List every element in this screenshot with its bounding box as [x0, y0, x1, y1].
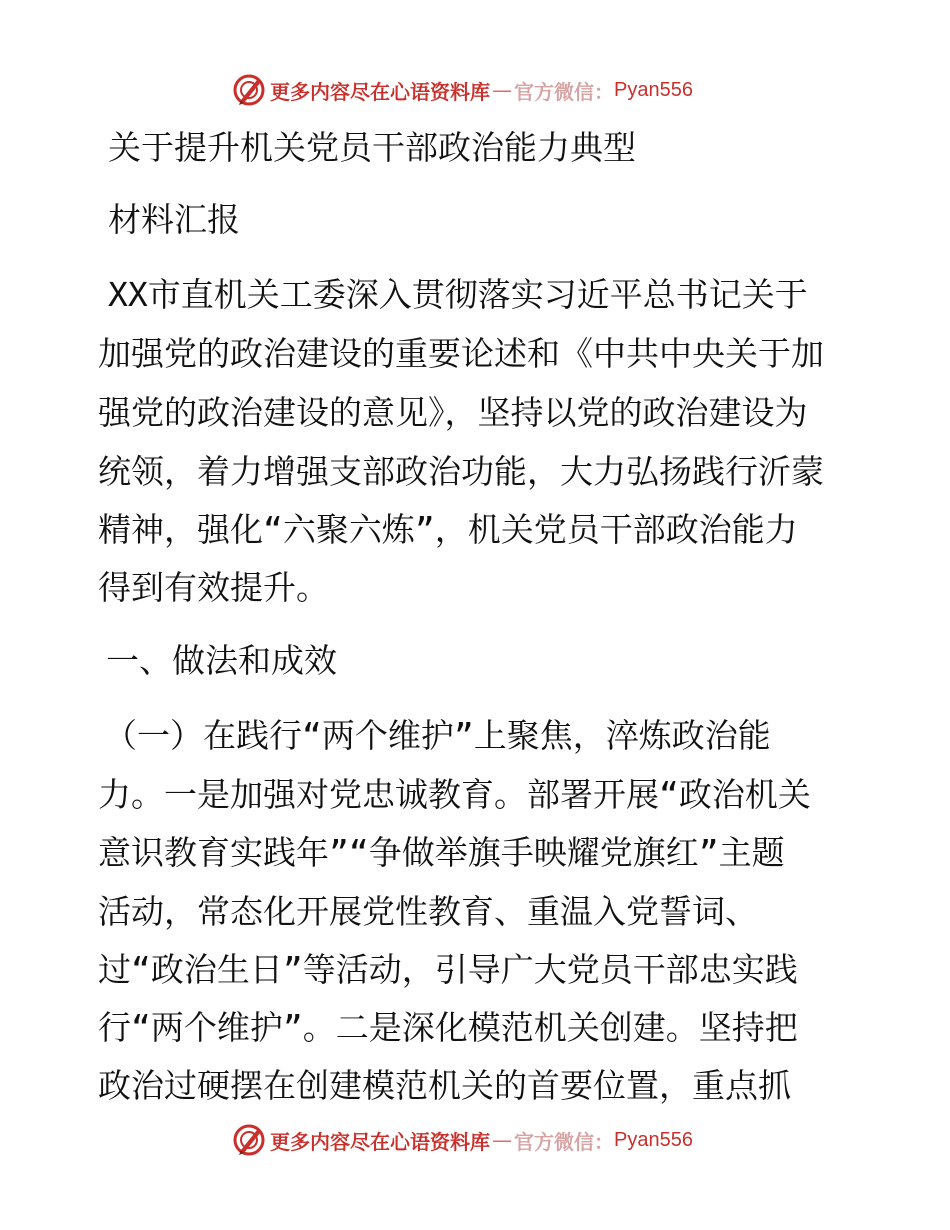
intro-line: 强党的政治建设的意见》，坚持以党的政治建设为	[98, 393, 808, 432]
watermark-dash: —	[492, 78, 512, 102]
body-line: 政治过硬摆在创建模范机关的首要位置，重点抓	[98, 1066, 791, 1105]
intro-line: 得到有效提升。	[98, 568, 329, 607]
title-line-2: 材料汇报	[108, 200, 240, 239]
watermark-wechat-id: Pyan556	[614, 1128, 693, 1151]
body-line: （一）在践行“两个维护”上聚焦，淬炼政治能	[104, 716, 771, 755]
intro-line: 统领，着力增强支部政治功能，大力弘扬践行沂蒙	[98, 452, 824, 491]
watermark-footer	[232, 1122, 693, 1158]
watermark-label: 官方微信：	[514, 79, 614, 104]
watermark-brand: 更多内容尽在心语资料库	[270, 79, 490, 104]
intro-line: 精神，强化“六聚六炼”，机关党员干部政治能力	[98, 510, 798, 549]
intro-line: 加强党的政治建设的重要论述和《中共中央关于加	[98, 334, 824, 373]
watermark-dash: —	[492, 1128, 512, 1152]
watermark-label: 官方微信：	[514, 1129, 614, 1154]
body-line: 活动，常态化开展党性教育、重温入党誓词、	[98, 892, 758, 931]
section-heading: 一、做法和成效	[106, 641, 337, 680]
title-line-1: 关于提升机关党员干部政治能力典型	[108, 128, 636, 167]
pen-logo-icon	[232, 73, 266, 107]
intro-line: XX市直机关工委深入贯彻落实习近平总书记关于	[108, 275, 808, 314]
watermark-header	[232, 72, 693, 108]
body-line: 力。一是加强对党忠诚教育。部署开展“政治机关	[98, 775, 811, 814]
body-line: 意识教育实践年”“争做举旗手映耀党旗红”主题	[98, 833, 785, 872]
watermark-wechat-id: Pyan556	[614, 78, 693, 101]
body-line: 行“两个维护”。二是深化模范机关创建。坚持把	[98, 1008, 798, 1047]
pen-logo-icon	[232, 1123, 266, 1157]
watermark-brand: 更多内容尽在心语资料库	[270, 1129, 490, 1154]
body-line: 过“政治生日”等活动，引导广大党员干部忠实践	[98, 950, 798, 989]
